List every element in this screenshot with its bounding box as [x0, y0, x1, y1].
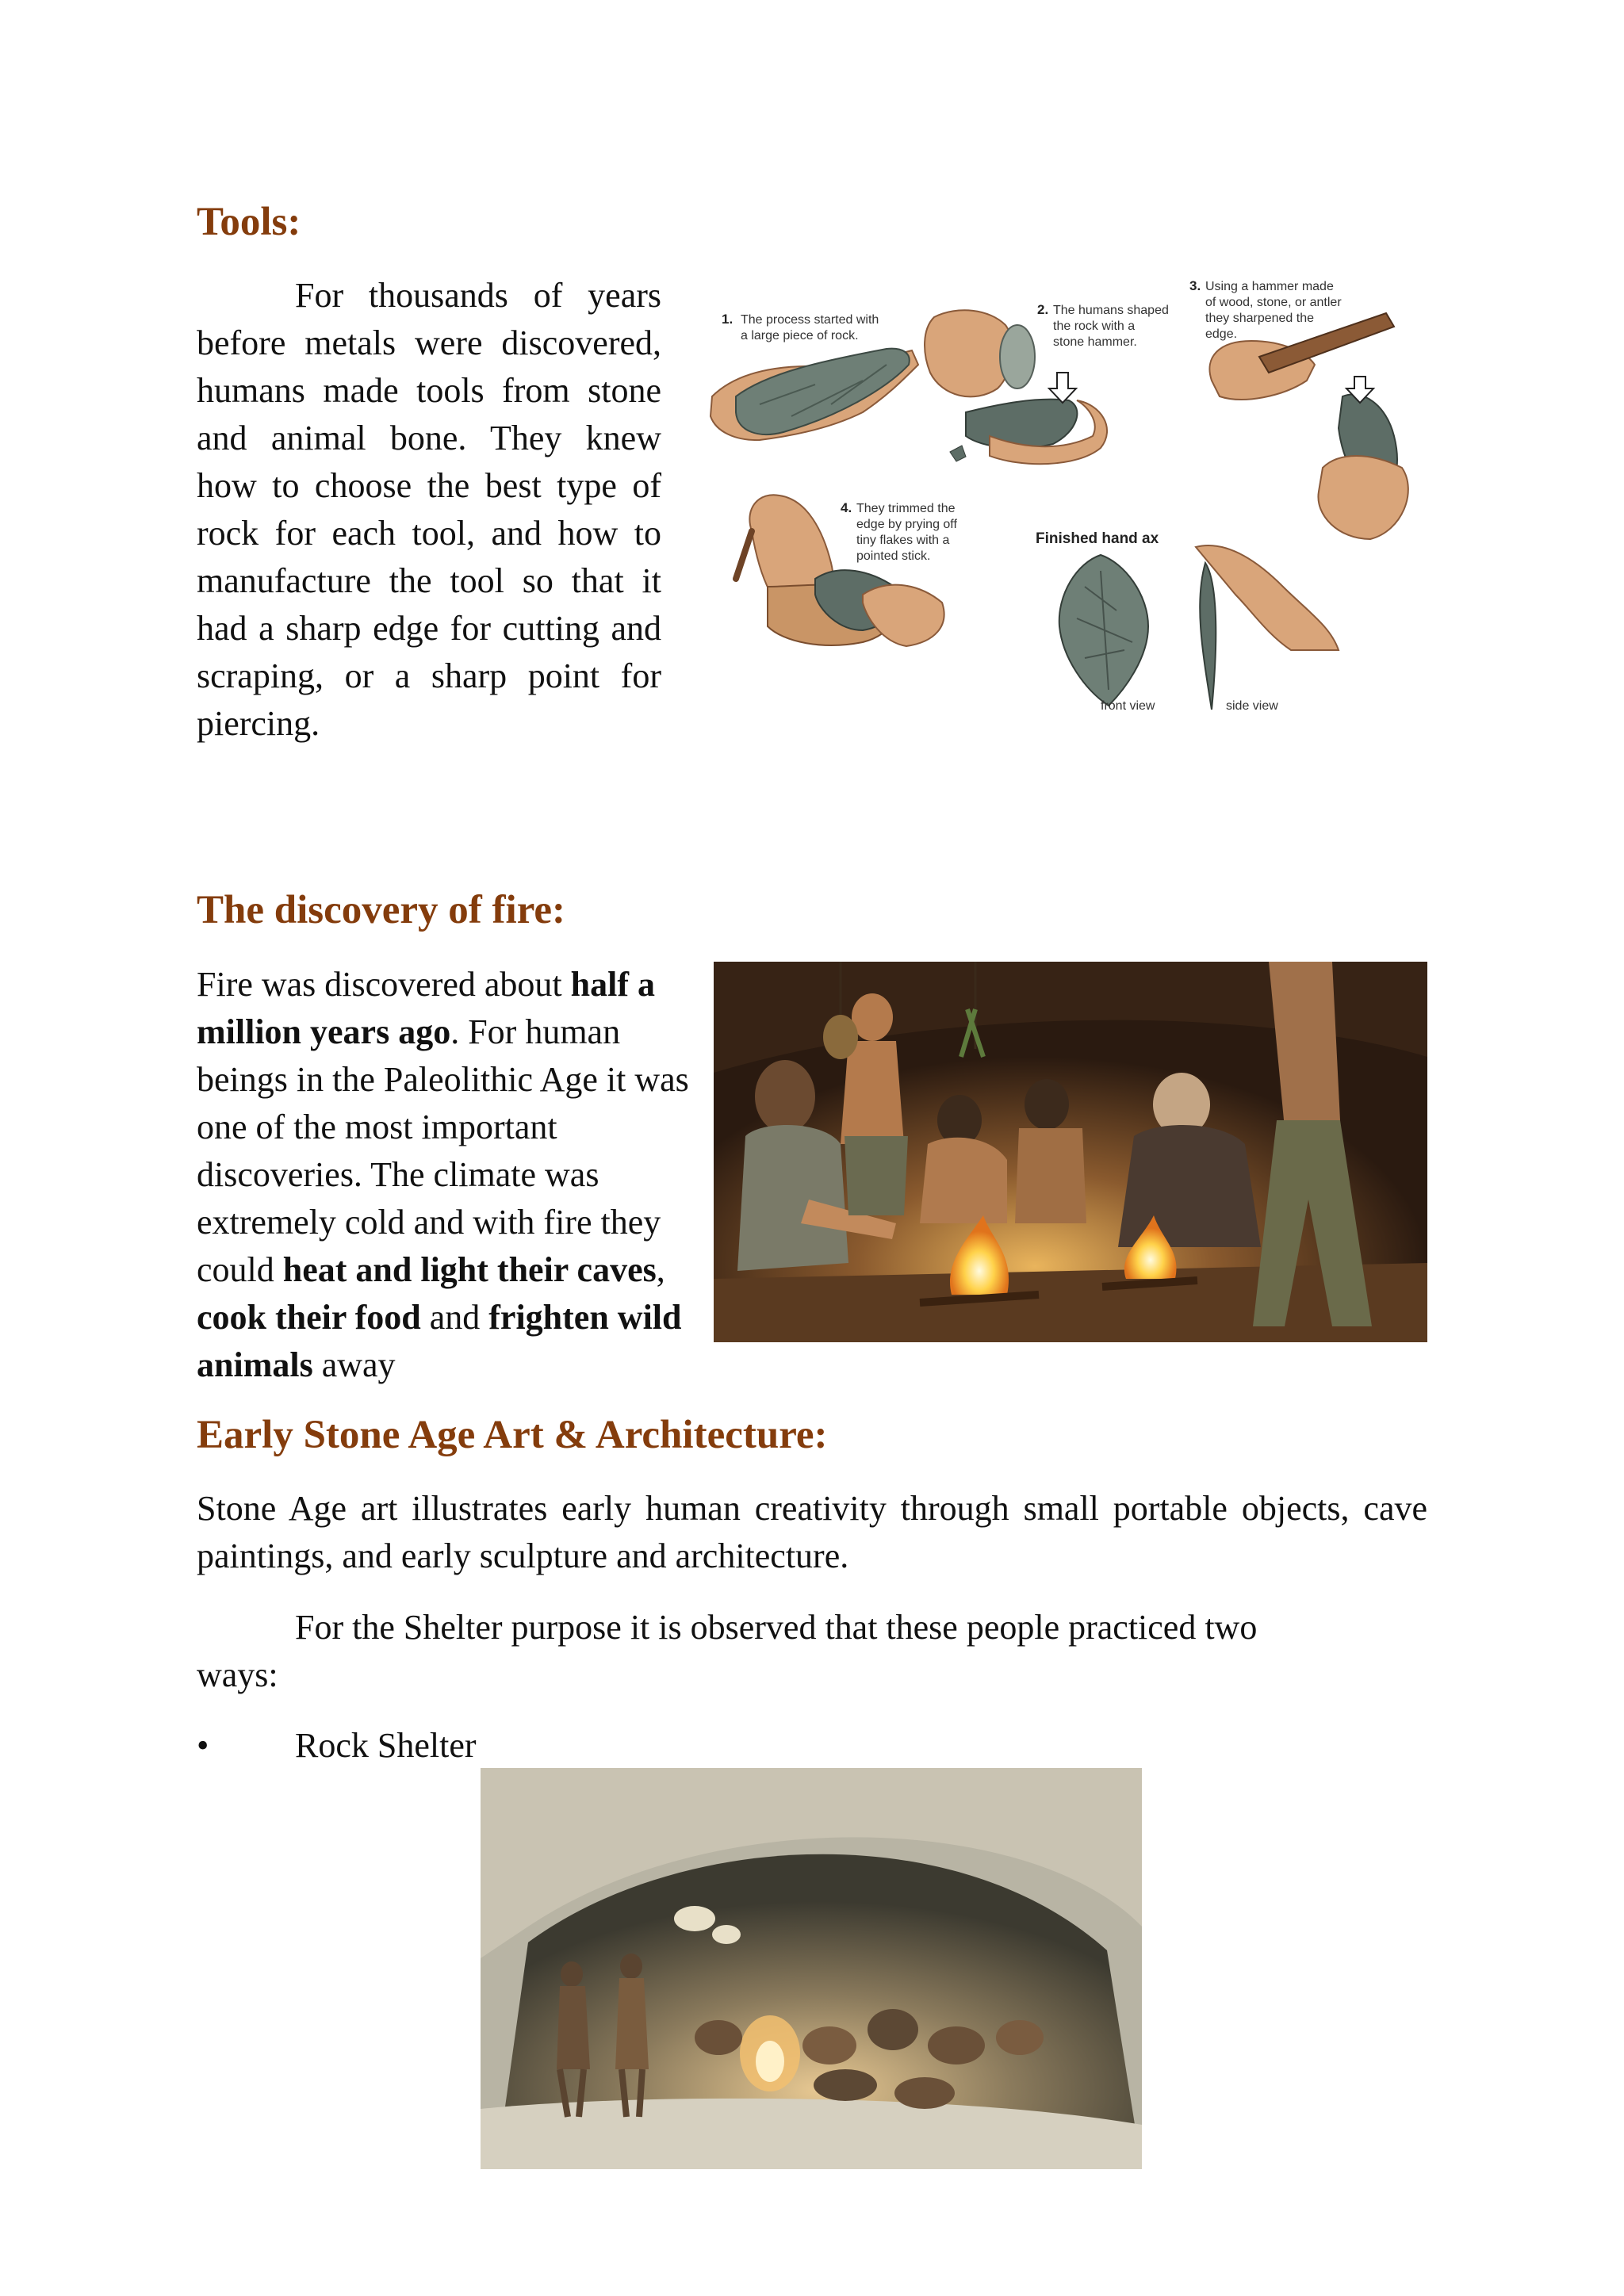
art-paragraph-2-line2: ways: — [197, 1655, 278, 1694]
front-view-label: front view — [1101, 699, 1155, 713]
finished-hand-ax-label: Finished hand ax — [1036, 530, 1159, 547]
step2-number: 2. — [1037, 302, 1049, 317]
fire-emphasis-heat-light: heat and light their caves — [282, 1250, 657, 1289]
step4-caption-line1: They trimmed the — [856, 502, 956, 515]
cave-fire-family-illustration — [714, 962, 1427, 1342]
step4-caption-line2: edge by prying off — [856, 518, 957, 531]
step3-caption-line1: Using a hammer made — [1205, 280, 1334, 293]
step1-caption-line1: The process started with — [741, 313, 879, 327]
step4-number: 4. — [841, 500, 852, 515]
fire-paragraph — [197, 961, 696, 1389]
bullet-list-item — [197, 1722, 672, 1770]
step2-caption-line3: stone hammer. — [1053, 335, 1137, 349]
bullet-text-rock-shelter: Rock Shelter — [295, 1726, 477, 1765]
fire-text-5: away — [312, 1345, 396, 1384]
art-paragraph-2-line1: For the Shelter purpose it is observed that these people practiced two — [295, 1608, 1258, 1647]
tools-heading: Tools: — [197, 200, 301, 244]
step4-caption-line4: pointed stick. — [856, 549, 931, 563]
art-heading: Early Stone Age Art & Architecture: — [197, 1413, 828, 1457]
step2-caption-line1: The humans shaped — [1053, 304, 1169, 317]
step3-caption-line3: they sharpened the — [1205, 312, 1314, 325]
hand-ax-side-view — [1196, 545, 1339, 710]
fire-heading: The discovery of fire: — [197, 888, 566, 932]
fire-emphasis-cook: cook their food — [197, 1298, 421, 1337]
step1-caption-line2: a large piece of rock. — [741, 329, 859, 342]
rock-shelter-illustration — [481, 1768, 1142, 2169]
fire-text-3: , — [656, 1250, 665, 1289]
step3-caption-line2: of wood, stone, or antler — [1205, 296, 1342, 309]
fire-emphasis-frighten: frighten wild animals — [197, 1298, 682, 1384]
step1-hand-with-rock — [710, 349, 918, 440]
step4-caption-line3: tiny flakes with a — [856, 534, 950, 547]
hand-ax-front-view — [1059, 555, 1148, 706]
fire-text-1: Fire was discovered about — [197, 965, 571, 1004]
bullet-symbol: • — [197, 1726, 209, 1765]
stone-tool-making-illustration — [704, 277, 1434, 721]
step2-hammerstone-strike — [925, 310, 1107, 464]
cave-fire — [740, 2015, 800, 2091]
side-view-label: side view — [1226, 699, 1278, 713]
step3-number: 3. — [1189, 278, 1201, 293]
fire-text-4: and — [420, 1298, 489, 1337]
fire-text-2: . For human beings in the Paleolithic Age it was one of the most important discoveries. The climate was extremely cold and with fire they could — [197, 1012, 689, 1289]
tools-paragraph: For thousands of years before metals were discovered, humans made tools from stone and animal bone. They knew how to choose the best type of rock for each tool, and how to manufacture the tool so that it had a sharp edge for cutting and scraping, or a sharp point for piercing. — [197, 276, 661, 743]
art-paragraph-1: Stone Age art illustrates early human creativity through small portable objects, cave paintings, and early sculpture and architecture. — [197, 1489, 1427, 1575]
fire-emphasis-half-million: half a million years ago — [197, 965, 656, 1051]
step2-caption-line2: the rock with a — [1053, 320, 1136, 333]
step1-number: 1. — [722, 312, 733, 327]
step3-wood-hammer-sharpening — [1209, 313, 1408, 539]
step3-caption-line4: edge. — [1205, 327, 1238, 341]
